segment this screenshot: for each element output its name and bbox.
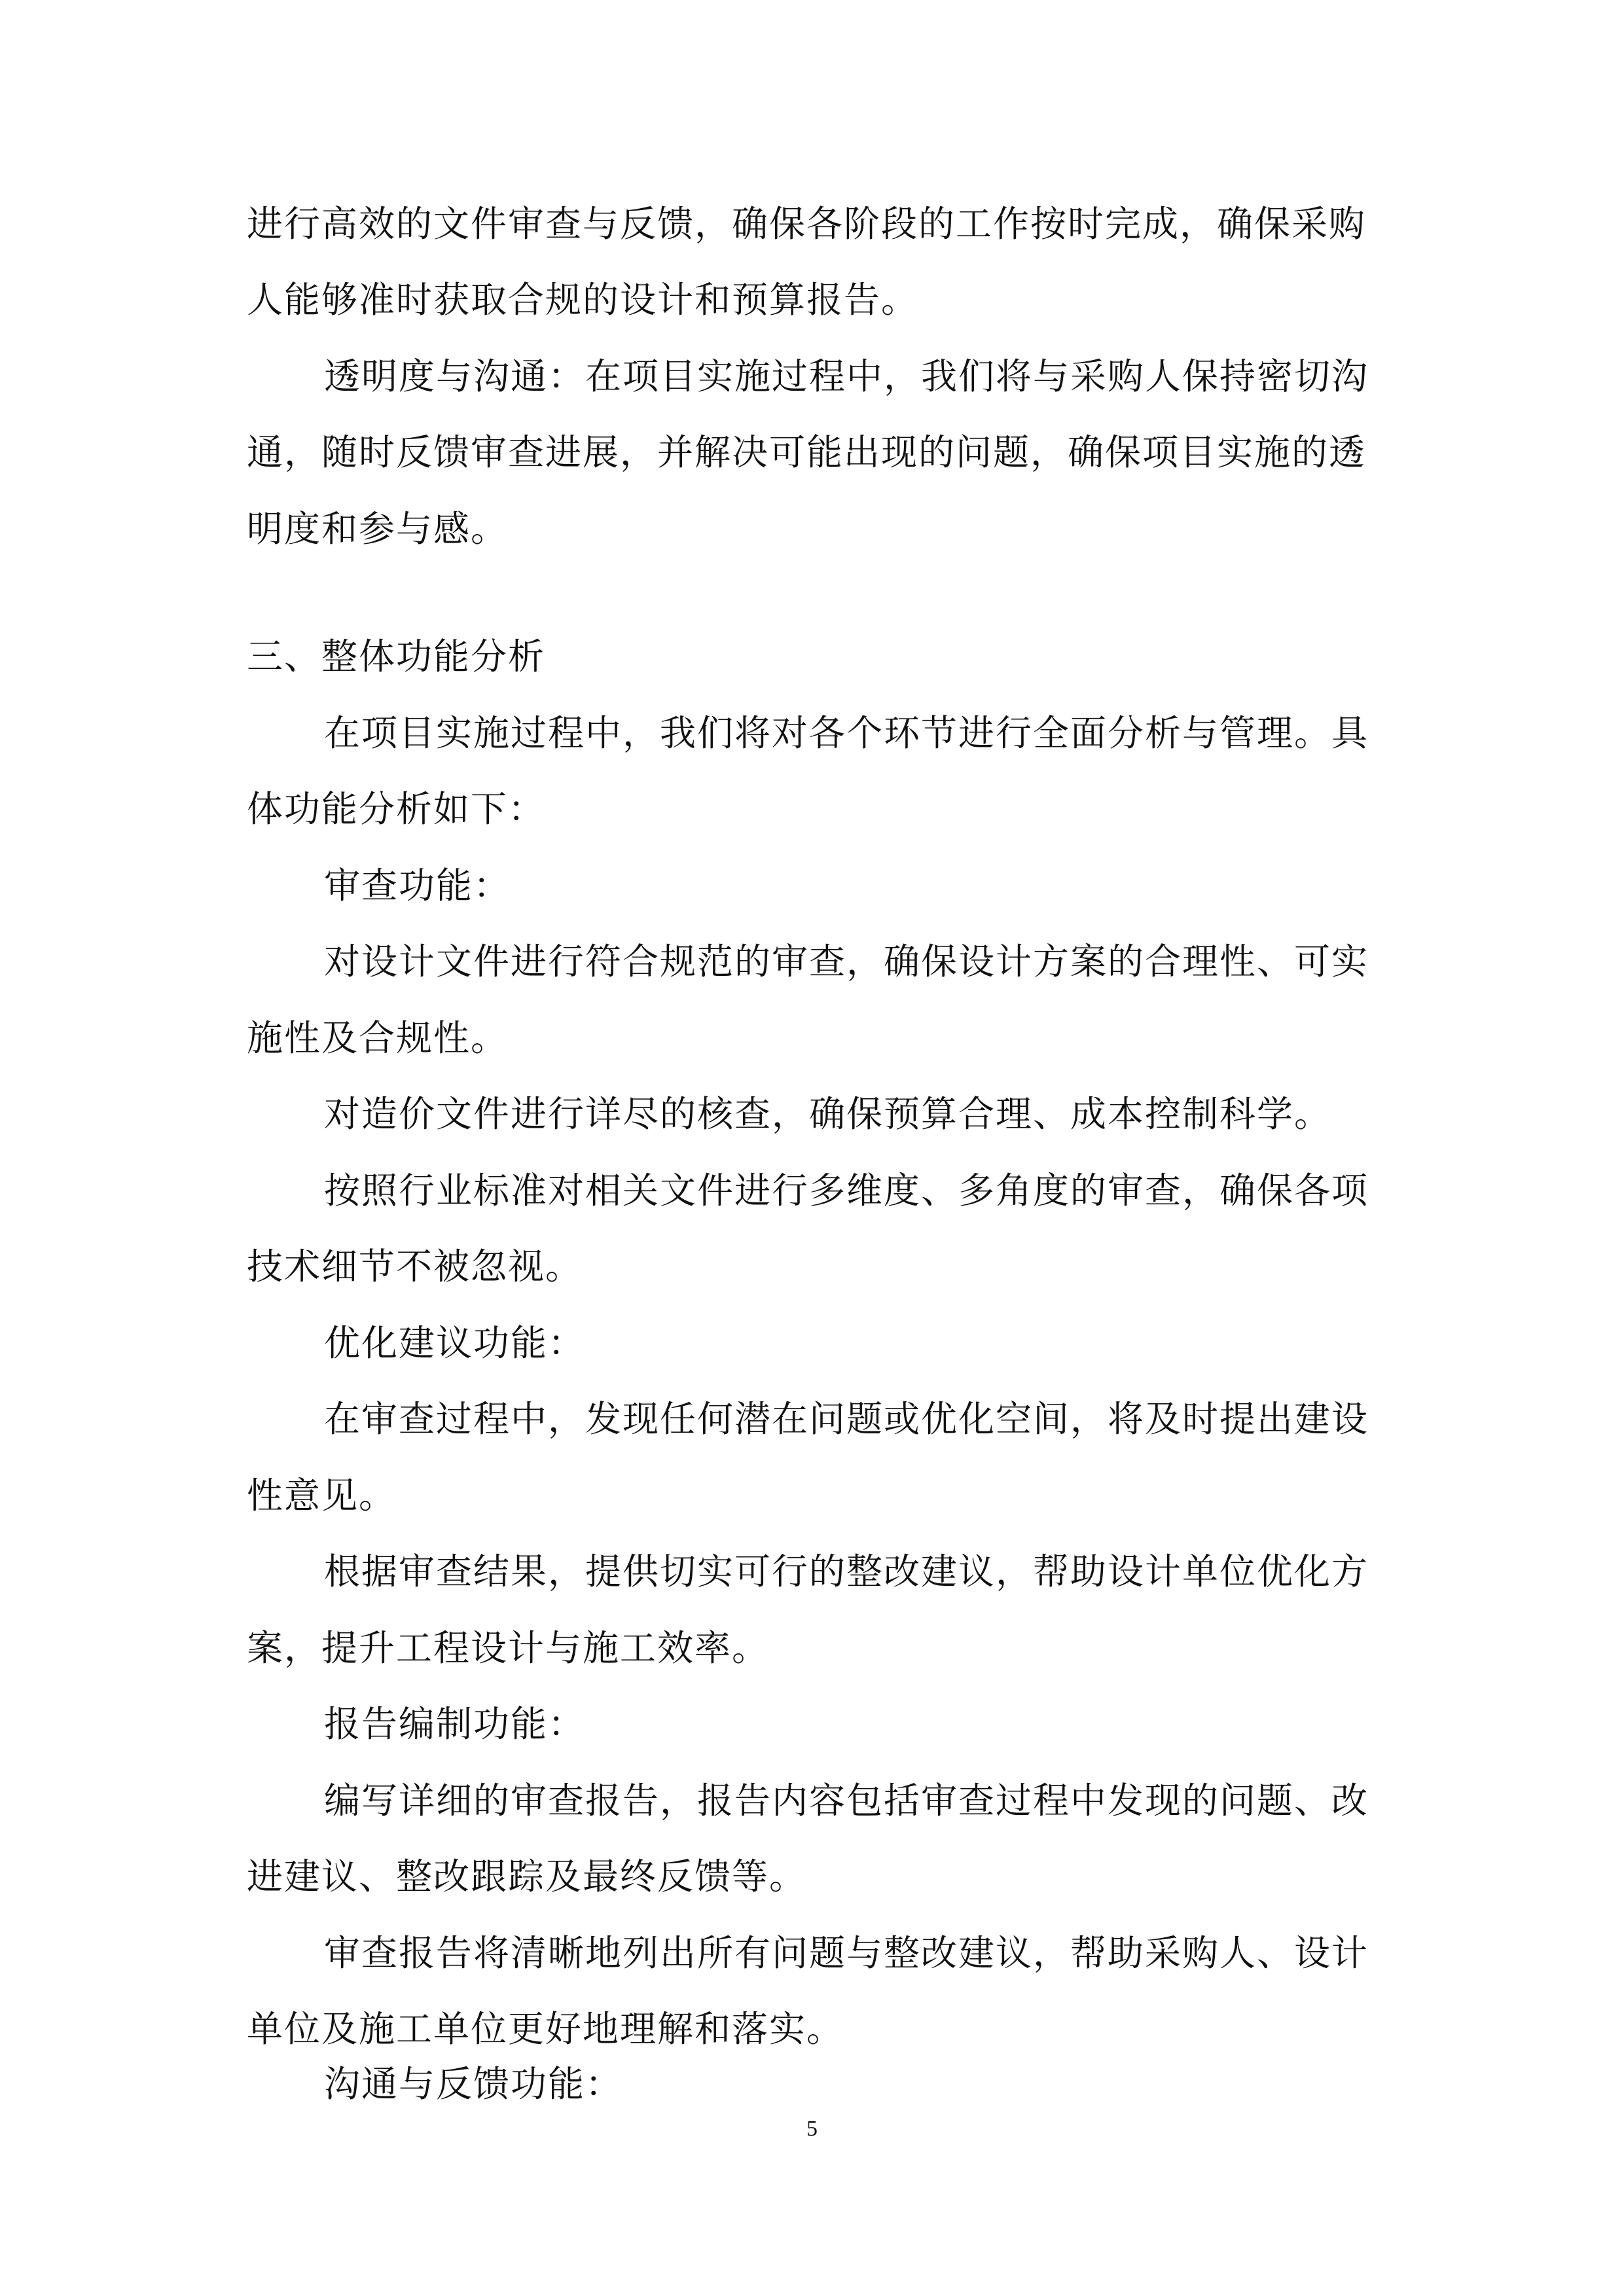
- text-line: 对造价文件进行详尽的核查，确保预算合理、成本控制科学。: [324, 1093, 1332, 1135]
- text-line: 在项目实施过程中，我们将对各个环节进行全面分析与管理。具: [324, 712, 1369, 754]
- text-line: 根据审查结果，提供切实可行的整改建议，帮助设计单位优化方: [324, 1551, 1369, 1592]
- text-line: 进建议、整改跟踪及最终反馈等。: [247, 1856, 807, 1897]
- subheading: 优化建议功能：: [324, 1322, 586, 1364]
- text-line: 编写详细的审查报告，报告内容包括审查过程中发现的问题、改: [324, 1780, 1369, 1821]
- text-line: 施性及合规性。: [247, 1017, 509, 1059]
- text-line: 案，提升工程设计与施工效率。: [247, 1627, 770, 1669]
- text-line: 通，随时反馈审查进展，并解决可能出现的问题，确保项目实施的透: [247, 431, 1367, 473]
- text-line: 人能够准时获取合规的设计和预算报告。: [247, 279, 919, 321]
- subheading: 审查功能：: [324, 865, 511, 906]
- text-line: 审查报告将清晰地列出所有问题与整改建议，帮助采购人、设计: [324, 1932, 1369, 1974]
- text-line: 对设计文件进行符合规范的审查，确保设计方案的合理性、可实: [324, 941, 1369, 982]
- text-line: 性意见。: [247, 1475, 397, 1516]
- text-line: 进行高效的文件审查与反馈，确保各阶段的工作按时完成，确保采购: [247, 203, 1367, 245]
- text-line: 明度和参与感。: [247, 508, 509, 550]
- text-line: 体功能分析如下：: [247, 788, 546, 830]
- text-line: 技术细节不被忽视。: [247, 1246, 583, 1287]
- text-line: 单位及施工单位更好地理解和落实。: [247, 2008, 844, 2050]
- section-heading: 三、整体功能分析: [247, 636, 546, 677]
- subheading: 沟通与反馈功能：: [324, 2063, 623, 2105]
- text-line: 透明度与沟通：在项目实施过程中，我们将与采购人保持密切沟: [324, 355, 1369, 397]
- page-number: 5: [806, 2117, 818, 2141]
- text-line: 在审查过程中，发现任何潜在问题或优化空间，将及时提出建设: [324, 1398, 1369, 1440]
- subheading: 报告编制功能：: [324, 1703, 586, 1745]
- text-line: 按照行业标准对相关文件进行多维度、多角度的审查，确保各项: [324, 1170, 1369, 1211]
